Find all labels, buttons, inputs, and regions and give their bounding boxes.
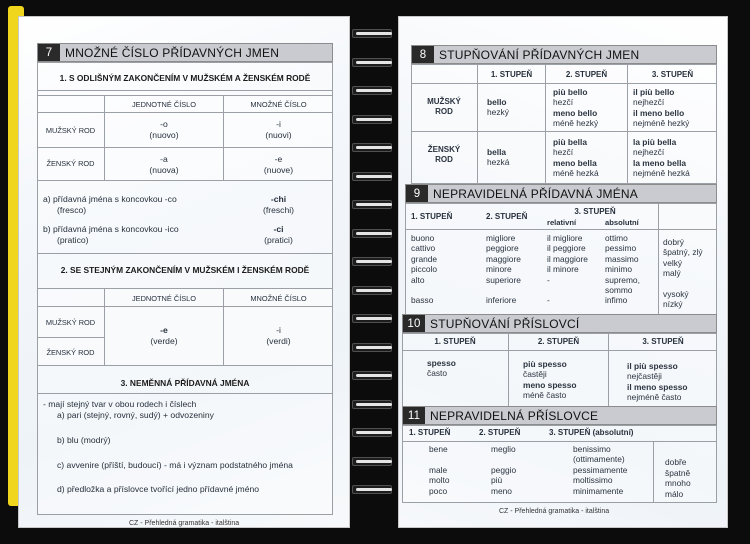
column-relative: il migliore il peggiore il maggiore il minore - - — [547, 233, 588, 306]
divider — [658, 203, 659, 315]
note-b-plural: -ci — [273, 224, 284, 234]
spiral-coil — [352, 313, 396, 324]
divider — [411, 83, 717, 84]
row-label-masculine: MUŽSKÝ ROD — [427, 97, 461, 117]
spiral-coil — [352, 256, 396, 267]
section-number: 7 — [38, 44, 60, 61]
note-a-example: (fresco) — [57, 205, 87, 215]
divider — [37, 90, 333, 91]
spiral-coil — [352, 57, 396, 68]
section-number: 11 — [403, 407, 425, 424]
column-comparative: migliore peggiore maggiore minore superiore inferiore — [486, 233, 521, 306]
column-header: 2. STUPEŇ — [479, 428, 521, 437]
column-translation: dobře špatně mnoho málo — [665, 457, 691, 499]
note-b: b) přídavná jména s koncovkou -ico — [43, 224, 179, 234]
column-header: 2. STUPEŇ — [486, 212, 528, 221]
note-b-example: (pratico) — [57, 235, 89, 245]
divider — [402, 350, 717, 351]
invariable-d: d) předložka a příslovce tvořící jedno přídavné jméno — [57, 484, 260, 494]
cell: (nuovo) — [149, 130, 179, 140]
section-11-header — [402, 406, 717, 425]
divider — [37, 112, 333, 113]
divider — [37, 253, 333, 254]
subheading-3: 3. NEMĚNNÁ PŘÍDAVNÁ JMÉNA — [120, 378, 250, 388]
cell-adverb-3: il più spesso nejčastěji il meno spesso nejméně často — [627, 361, 688, 403]
spiral-coil — [352, 370, 396, 381]
column-header: 1. STUPEŇ — [490, 70, 533, 79]
left-page — [18, 16, 350, 528]
column-header: 3. STUPEŇ — [642, 337, 684, 346]
cell-m1: bello hezký — [487, 97, 509, 118]
spiral-coil — [352, 142, 396, 153]
column-header: 1. STUPEŇ — [411, 212, 453, 221]
spiral-coil — [352, 342, 396, 353]
divider — [627, 64, 628, 184]
spiral-coil — [352, 484, 396, 495]
spiral-coil — [352, 427, 396, 438]
divider — [405, 229, 717, 230]
note-a-plural-example: (freschi) — [262, 205, 295, 215]
divider — [37, 306, 333, 307]
row-label: ŽENSKÝ ROD — [46, 159, 95, 168]
divider — [402, 441, 717, 442]
section-title: MNOŽNÉ ČÍSLO PŘÍDAVNÝCH JMEN — [65, 45, 280, 60]
cell: (nuovi) — [265, 130, 292, 140]
column-positive: buono cattivo grande piccolo alto basso — [411, 233, 438, 306]
column-header: JEDNOTNÉ ČÍSLO — [131, 294, 197, 303]
cell-f2: più bella hezčí meno bella méně hezká — [553, 137, 599, 179]
column-header: 2. STUPEŇ — [537, 337, 580, 346]
spiral-coil — [352, 114, 396, 125]
cell: -o — [160, 119, 168, 129]
spiral-coil — [352, 28, 396, 39]
section-title: STUPŇOVÁNÍ PŘÍSLOVCÍ — [430, 316, 580, 331]
column-header: 1. STUPEŇ — [409, 428, 451, 437]
column-translation: dobrý špatný, zlý velký malý vysoký nízký — [663, 237, 703, 310]
spiral-coil — [352, 285, 396, 296]
divider — [545, 64, 546, 184]
invariable-b: b) blu (modrý) — [57, 435, 111, 445]
spiral-binding — [352, 28, 396, 518]
invariable-a: a) pari (stejný, rovný, sudý) + odvozeniny — [57, 410, 214, 420]
note-a: a) přídavná jména s koncovkou -co — [43, 194, 177, 204]
column-subheader: absolutní — [605, 218, 639, 227]
section-8-header — [411, 45, 717, 64]
divider — [411, 131, 717, 132]
section-title: NEPRAVIDELNÁ PŘÍSLOVCE — [430, 408, 599, 423]
column-header: MNOŽNÉ ČÍSLO — [250, 100, 307, 109]
spiral-coil — [352, 228, 396, 239]
row-label-feminine: ŽENSKÝ ROD — [427, 145, 461, 165]
cell-adverb-2: più spesso častěji meno spesso méně často — [523, 359, 577, 401]
row-label: MUŽSKÝ ROD — [45, 126, 96, 135]
page-footer: CZ - Přehledná gramatika - italština — [129, 520, 240, 527]
column-header: JEDNOTNÉ ČÍSLO — [131, 100, 197, 109]
cell: -e — [274, 154, 283, 164]
section-number: 10 — [403, 315, 425, 332]
spiral-coil — [352, 171, 396, 182]
column-header: 3. STUPEŇ — [574, 207, 616, 216]
column-absolute: ottimo pessimo massimo minimo supremo, sommo infimo — [605, 233, 640, 306]
cell: (verde) — [150, 336, 178, 346]
page-footer: CZ - Přehledná gramatika - italština — [499, 508, 610, 515]
column-header: MNOŽNÉ ČÍSLO — [250, 294, 307, 303]
cell: (nuova) — [149, 165, 179, 175]
spiral-coil — [352, 399, 396, 410]
cell: -a — [160, 154, 168, 164]
note-b-plural-example: (pratici) — [264, 235, 293, 245]
section-10-header — [402, 314, 717, 333]
column-comparative: meglio peggio più meno — [491, 444, 517, 496]
spiral-coil — [352, 85, 396, 96]
section-title: STUPŇOVÁNÍ PŘÍDAVNÝCH JMEN — [439, 47, 640, 62]
cell: (nuove) — [263, 165, 294, 175]
column-absolute: benissimo (ottimamente) pessimamente moltissimo minimamente — [573, 444, 628, 496]
divider — [477, 64, 478, 184]
column-subheader: relativní — [547, 218, 577, 227]
section-title: NEPRAVIDELNÁ PŘÍDAVNÁ JMÉNA — [433, 186, 638, 201]
invariable-c: c) avvenire (příští, budoucí) - má i význam podstatného jména — [57, 460, 293, 470]
cell: (verdi) — [266, 336, 291, 346]
column-positive: bene male molto poco — [429, 444, 450, 496]
row-label: ŽENSKÝ ROD — [46, 348, 95, 357]
section-7-header — [37, 43, 333, 62]
column-header: 3. STUPEŇ (absolutní) — [549, 428, 634, 437]
right-page — [398, 16, 728, 528]
cell-m3: il più bello nejhezčí il meno bello nejméně hezký — [633, 87, 690, 129]
column-header: 2. STUPEŇ — [565, 70, 608, 79]
column-header: 3. STUPEŇ — [651, 70, 694, 79]
column-header: 1. STUPEŇ — [434, 337, 476, 346]
subheading-1: 1. S ODLIŠNÝM ZAKONČENÍM V MUŽSKÉM A ŽENSKÉM RODĚ — [59, 73, 311, 83]
subheading-2: 2. SE STEJNÝM ZAKONČENÍM V MUŽSKÉM I ŽENSKÉM RODĚ — [60, 265, 310, 275]
spiral-coil — [352, 199, 396, 210]
row-label: MUŽSKÝ ROD — [45, 318, 96, 327]
cell: -i — [276, 325, 281, 335]
section-number: 9 — [406, 185, 428, 202]
divider — [37, 147, 333, 148]
cell: -e — [160, 325, 168, 335]
cell-m2: più bello hezčí meno bello méně hezký — [553, 87, 599, 129]
note-a-plural: -chi — [270, 194, 287, 204]
section-number: 8 — [412, 46, 434, 63]
divider — [37, 337, 104, 338]
cell: -i — [276, 119, 281, 129]
divider — [37, 393, 333, 394]
divider — [653, 441, 654, 503]
invariable-intro: - mají stejný tvar v obou rodech i číslech — [43, 399, 197, 409]
cell-f1: bella hezká — [487, 147, 510, 168]
cell-f3: la più bella nejhezčí la meno bella nejméně hezká — [633, 137, 690, 179]
section-9-header — [405, 184, 717, 203]
spiral-coil — [352, 456, 396, 467]
cell-adverb-1: spesso často — [427, 358, 456, 379]
